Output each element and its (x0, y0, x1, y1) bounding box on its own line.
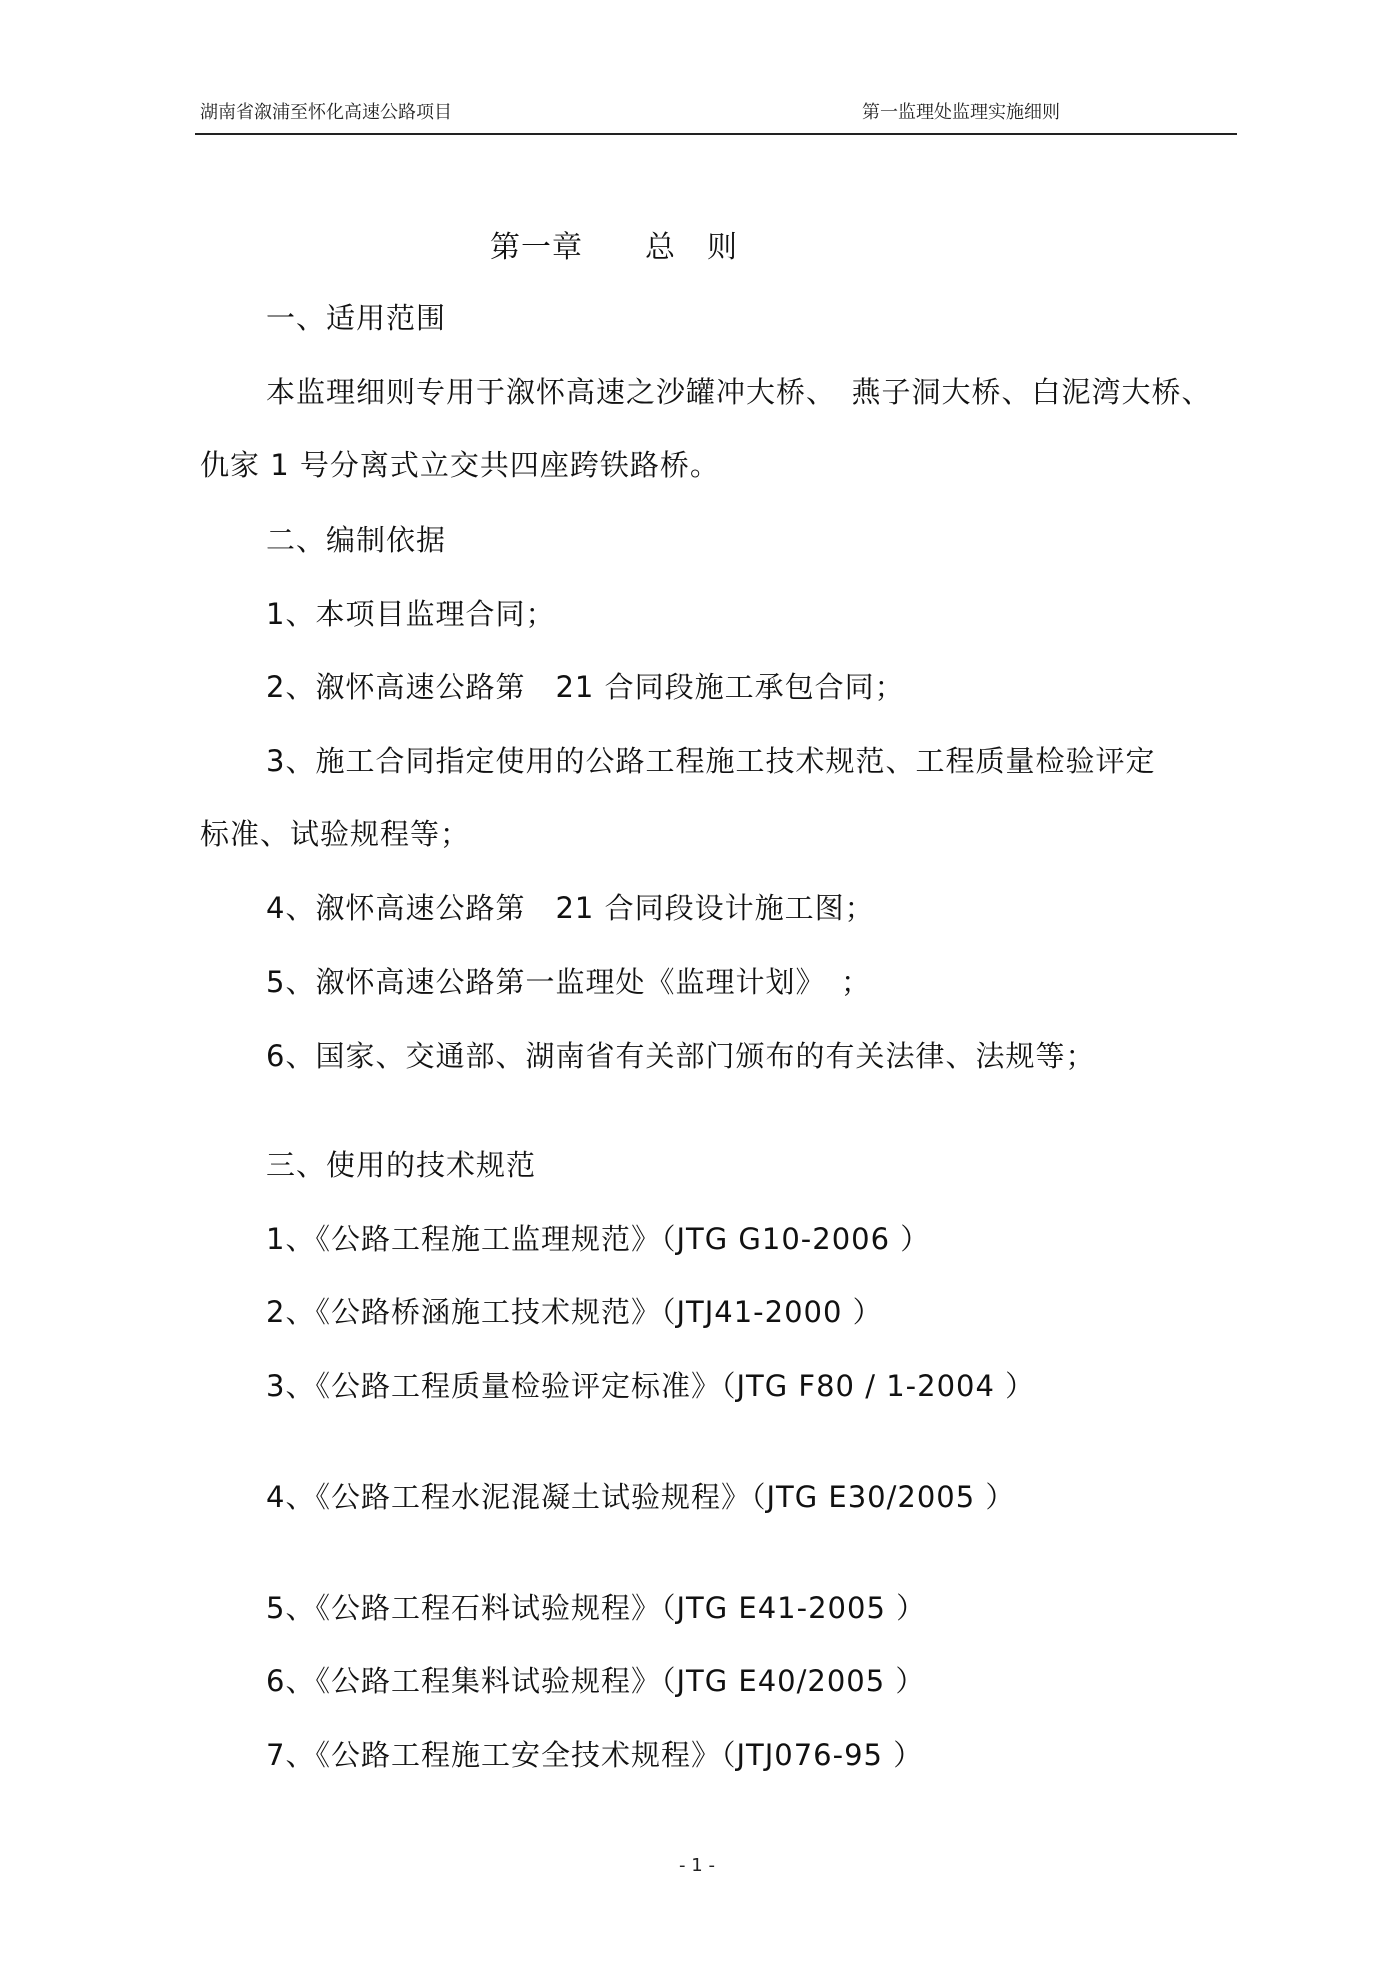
header-divider (195, 133, 1237, 135)
scope-paragraph-line-1: 本监理细则专用于溆怀高速之沙罐冲大桥、 燕子洞大桥、白泥湾大桥、 (266, 375, 1212, 409)
standard-item: 2、《公路桥涵施工技术规范》（JTJ41-2000 ） (266, 1295, 883, 1329)
standard-item: 1、《公路工程施工监理规范》（JTG G10-2006 ） (266, 1222, 931, 1256)
page-number: - 1 - (679, 1855, 715, 1876)
section-heading-basis: 二、编制依据 (266, 523, 447, 557)
standard-item: 6、《公路工程集料试验规程》（JTG E40/2005 ） (266, 1664, 926, 1698)
basis-item: 5、溆怀高速公路第一监理处《监理计划》 ； (266, 965, 871, 999)
basis-item: 3、施工合同指定使用的公路工程施工技术规范、工程质量检验评定 (266, 744, 1156, 778)
standard-item: 7、《公路工程施工安全技术规程》（JTJ076-95 ） (266, 1738, 924, 1772)
scope-paragraph-line-2: 仇家 1 号分离式立交共四座跨铁路桥。 (200, 448, 720, 482)
standard-item: 3、《公路工程质量检验评定标准》（JTG F80 / 1-2004 ） (266, 1369, 1036, 1403)
header-document-title: 第一监理处监理实施细则 (862, 102, 1060, 123)
standard-item: 4、《公路工程水泥混凝土试验规程》（JTG E30/2005 ） (266, 1480, 1016, 1514)
section-heading-scope: 一、适用范围 (266, 301, 447, 335)
basis-item: 1、本项目监理合同； (266, 597, 556, 631)
basis-item: 4、溆怀高速公路第 21 合同段设计施工图； (266, 891, 875, 925)
basis-item-continuation: 标准、试验规程等； (200, 817, 471, 851)
standard-item: 5、《公路工程石料试验规程》（JTG E41-2005 ） (266, 1591, 927, 1625)
section-heading-standards: 三、使用的技术规范 (266, 1148, 537, 1182)
header-project-name: 湖南省溆浦至怀化高速公路项目 (200, 102, 452, 123)
basis-item: 2、溆怀高速公路第 21 合同段施工承包合同； (266, 670, 905, 704)
basis-item: 6、国家、交通部、湖南省有关部门颁布的有关法律、法规等； (266, 1039, 1096, 1073)
chapter-title: 第一章 总 则 (490, 230, 738, 265)
